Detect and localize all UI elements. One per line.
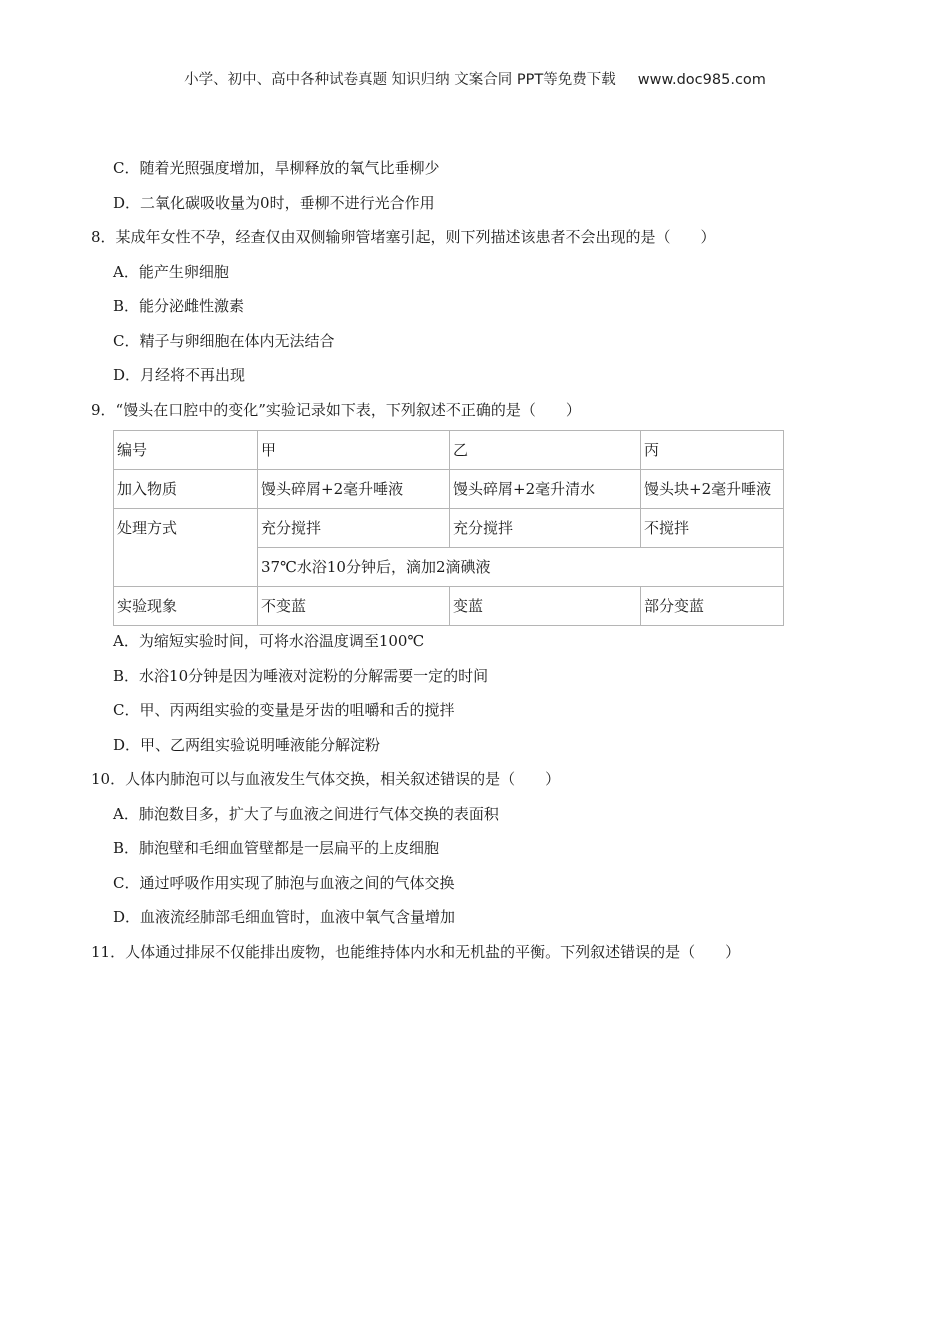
q10-option-d: D．血液流经肺部毛细血管时，血液中氧气含量增加 bbox=[113, 908, 456, 926]
table-cell: 实验现象 bbox=[114, 587, 258, 626]
q8-option-a: A．能产生卵细胞 bbox=[113, 263, 229, 281]
q8-option-c: C．精子与卵细胞在体内无法结合 bbox=[113, 332, 335, 350]
table-row bbox=[114, 509, 784, 548]
header-site-link[interactable]: www.doc985.com bbox=[637, 72, 766, 88]
q10-stem: 10．人体内肺泡可以与血液发生气体交换，相关叙述错误的是（ ） bbox=[91, 770, 561, 788]
q10-option-c: C．通过呼吸作用实现了肺泡与血液之间的气体交换 bbox=[113, 874, 455, 892]
table-cell: 加入物质 bbox=[114, 470, 258, 509]
q8-stem: 8．某成年女性不孕，经查仅由双侧输卵管堵塞引起，则下列描述该患者不会出现的是（ ） bbox=[91, 228, 716, 246]
q7-option-d: D．二氧化碳吸收量为0时，垂柳不进行光合作用 bbox=[113, 194, 435, 212]
q10-option-a: A．肺泡数目多，扩大了与血液之间进行气体交换的表面积 bbox=[113, 805, 499, 823]
table-cell: 乙 bbox=[450, 431, 641, 470]
header-text: 小学、初中、高中各种试卷真题 知识归纳 文案合同 PPT等免费下载 bbox=[184, 72, 616, 88]
table-cell: 处理方式 bbox=[114, 509, 258, 587]
q9-option-a: A．为缩短实验时间，可将水浴温度调至100℃ bbox=[113, 632, 425, 650]
table-cell: 充分搅拌 bbox=[450, 509, 641, 548]
table-cell: 馒头碎屑+2毫升清水 bbox=[450, 470, 641, 509]
table-cell: 不变蓝 bbox=[258, 587, 450, 626]
table-cell: 不搅拌 bbox=[641, 509, 784, 548]
table-row bbox=[114, 431, 784, 470]
page-header bbox=[0, 68, 950, 89]
table-cell: 37℃水浴10分钟后，滴加2滴碘液 bbox=[258, 548, 784, 587]
table-row bbox=[114, 587, 784, 626]
table-cell: 馒头碎屑+2毫升唾液 bbox=[258, 470, 450, 509]
q9-stem: 9．“馒头在口腔中的变化”实验记录如下表，下列叙述不正确的是（ ） bbox=[91, 401, 581, 419]
table-cell: 甲 bbox=[258, 431, 450, 470]
q11-stem: 11．人体通过排尿不仅能排出废物，也能维持体内水和无机盐的平衡。下列叙述错误的是（ ） bbox=[91, 943, 741, 961]
table-cell: 编号 bbox=[114, 431, 258, 470]
q8-option-d: D．月经将不再出现 bbox=[113, 366, 246, 384]
q10-option-b: B．肺泡壁和毛细血管壁都是一层扁平的上皮细胞 bbox=[113, 839, 440, 857]
table-row bbox=[114, 470, 784, 509]
table-cell: 变蓝 bbox=[450, 587, 641, 626]
q9-option-b: B．水浴10分钟是因为唾液对淀粉的分解需要一定的时间 bbox=[113, 667, 489, 685]
table-cell: 充分搅拌 bbox=[258, 509, 450, 548]
table-cell: 丙 bbox=[641, 431, 784, 470]
q8-option-b: B．能分泌雌性激素 bbox=[113, 297, 245, 315]
experiment-table bbox=[113, 430, 784, 626]
q9-option-d: D．甲、乙两组实验说明唾液能分解淀粉 bbox=[113, 736, 381, 754]
q9-option-c: C．甲、丙两组实验的变量是牙齿的咀嚼和舌的搅拌 bbox=[113, 701, 455, 719]
table-cell: 馒头块+2毫升唾液 bbox=[641, 470, 784, 509]
q7-option-c: C．随着光照强度增加，旱柳释放的氧气比垂柳少 bbox=[113, 159, 440, 177]
table-cell: 部分变蓝 bbox=[641, 587, 784, 626]
